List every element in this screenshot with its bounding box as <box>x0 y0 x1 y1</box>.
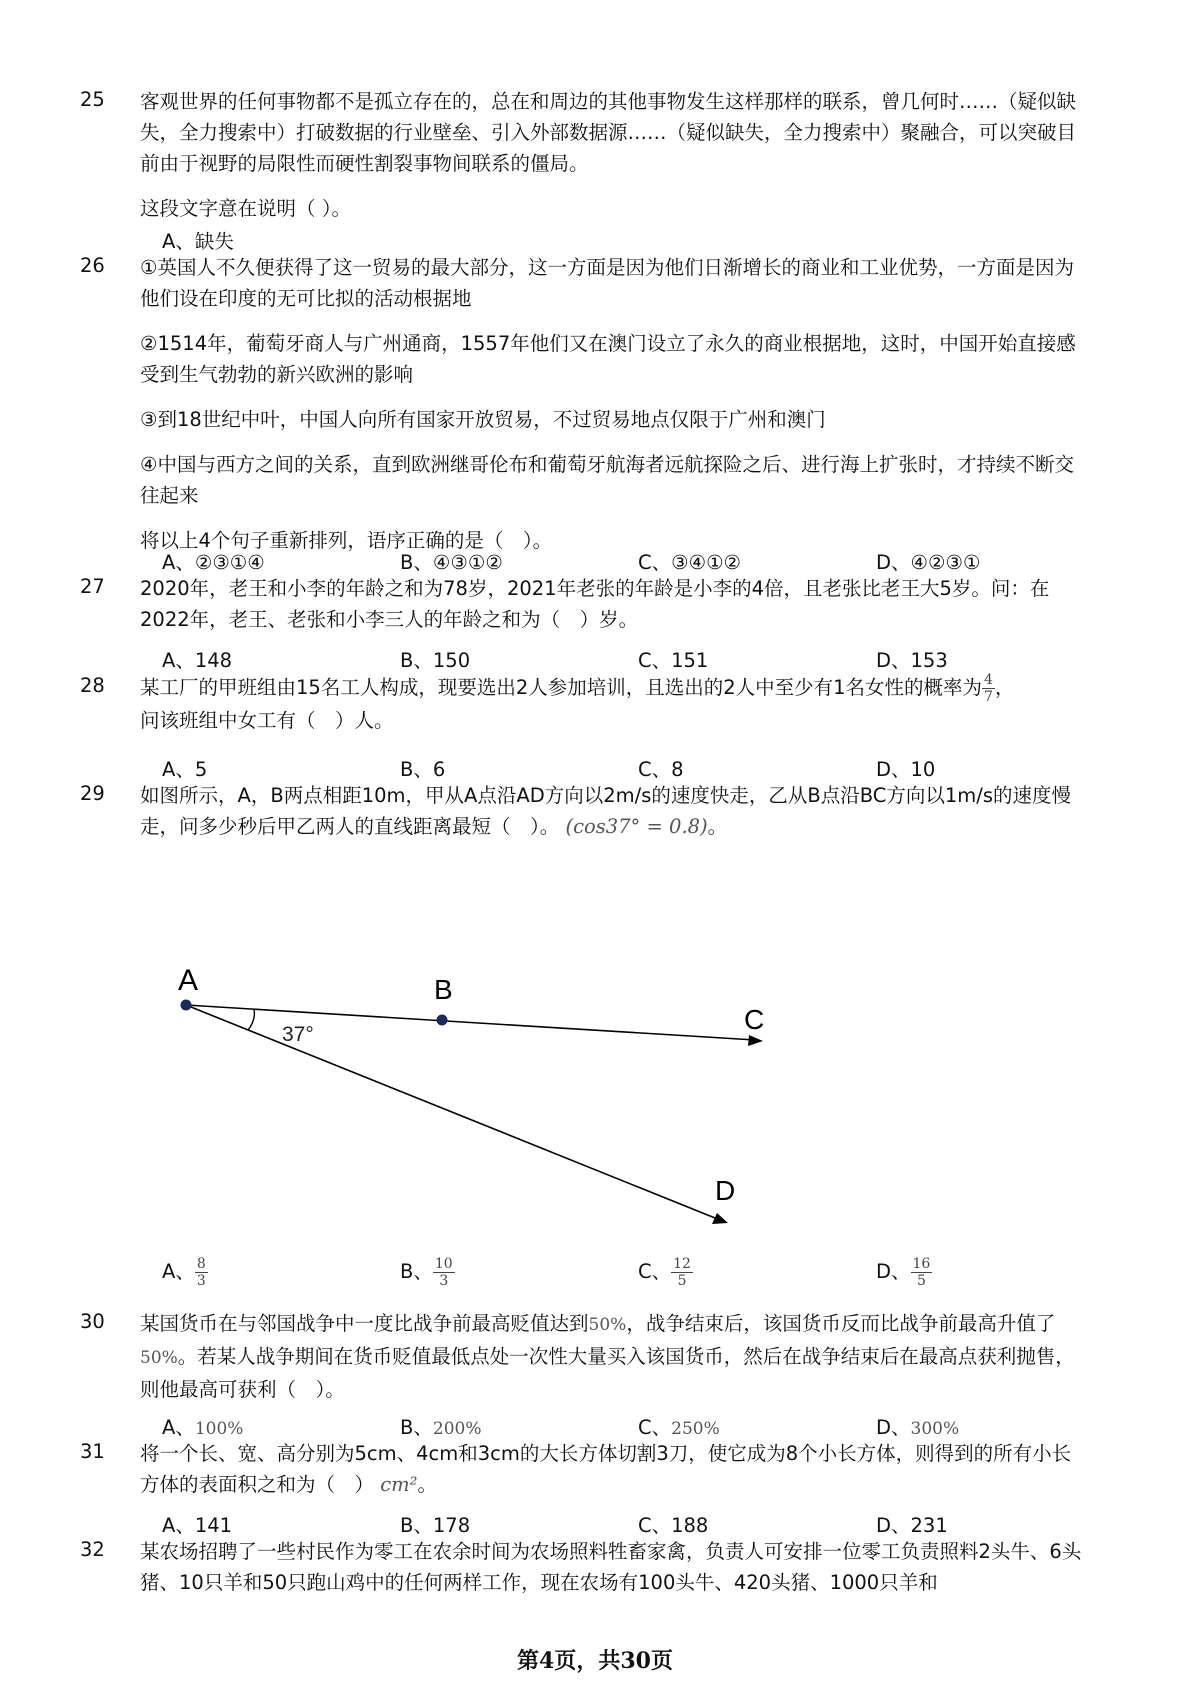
option-a[interactable]: A、5 <box>162 758 208 781</box>
option-label: B、 <box>400 1416 433 1439</box>
stem-text: 将一个长、宽、高分别为5cm、4cm和3cm的大长方体切割3刀，使它成为8个小长方体，则得到的所有小长方体的表面积之和为（ ） <box>140 1442 1072 1496</box>
angle-label: 37° <box>282 1023 314 1046</box>
option-b[interactable]: B、178 <box>400 1514 471 1537</box>
unit-expression: cm² <box>380 1473 418 1496</box>
question-stem: 这段文字意在说明（ ）。 <box>140 197 351 220</box>
option-c[interactable]: C、151 <box>638 649 709 672</box>
stem-text: ， <box>994 676 1015 699</box>
option-c[interactable] <box>638 1256 693 1289</box>
question-number: 32 <box>80 1538 105 1561</box>
question-stem <box>140 1438 1090 1500</box>
option-fraction <box>433 1256 455 1289</box>
sentence-3: ③到18世纪中叶，中国人向所有国家开放贸易，不过贸易地点仅限于广州和澳门 <box>140 408 826 431</box>
option-b[interactable]: B、6 <box>400 758 446 781</box>
page-footer: 第4页，共30页 <box>517 1648 673 1674</box>
option-b[interactable]: B、150 <box>400 649 471 672</box>
stem-text: 如图所示，A，B两点相距10m，甲从A点沿AD方向以2m/s的速度快走，乙从B点沿BC方向以1m/s的速度慢走，问多少秒后甲乙两人的直线距离最短（ ）。 <box>140 784 1072 838</box>
sentence-2: ②1514年，葡萄牙商人与广州通商，1557年他们又在澳门设立了永久的商业根据地，这时，中国开始直接感受到生气勃勃的新兴欧洲的影响 <box>140 332 1076 386</box>
question-number: 28 <box>80 674 105 697</box>
stem-text: 某工厂的甲班组由15名工人构成，现要选出2人参加培训，且选出的2人中至少有1名女性的概率为 <box>140 676 983 699</box>
option-label: B、 <box>400 1260 433 1283</box>
sentence-4: ④中国与西方之间的关系，直到欧洲继哥伦布和葡萄牙航海者远航探险之后、进行海上扩张时，才持续不断交往起来 <box>140 453 1074 507</box>
option-a[interactable]: A、缺失 <box>162 230 234 253</box>
fraction-numerator: 10 <box>434 1256 453 1272</box>
option-label: A、 <box>162 1260 195 1283</box>
stem-text: 。 <box>707 815 728 838</box>
option-c[interactable] <box>638 1412 720 1440</box>
fraction-numerator: 12 <box>673 1256 691 1272</box>
fraction-denominator: 5 <box>916 1273 926 1289</box>
question-number: 25 <box>80 88 105 111</box>
point-a <box>181 1000 192 1011</box>
fraction-denominator: 3 <box>439 1273 449 1289</box>
option-value: 250% <box>671 1419 720 1439</box>
stem-text: 问该班组中女工有（ ）人。 <box>140 709 394 732</box>
option-c[interactable]: C、188 <box>638 1514 709 1537</box>
option-a[interactable]: A、②③①④ <box>162 551 265 574</box>
option-b[interactable] <box>400 1256 455 1289</box>
option-value: 200% <box>432 1419 482 1439</box>
option-label: C、 <box>638 1416 672 1439</box>
fraction-numerator: 8 <box>196 1256 206 1272</box>
option-fraction <box>911 1256 933 1289</box>
label-b: B <box>434 974 453 1005</box>
fraction-numerator: 16 <box>912 1256 931 1272</box>
option-fraction <box>671 1256 693 1289</box>
option-value: 100% <box>194 1419 244 1439</box>
option-d[interactable]: D、④②③① <box>876 551 981 574</box>
point-b <box>437 1015 448 1026</box>
label-c: C <box>744 1004 765 1035</box>
question-stem <box>140 1308 1090 1405</box>
line-ad <box>186 1005 720 1220</box>
option-value: 300% <box>910 1419 960 1439</box>
stem-text: 。若某人战争期间在货币贬值最低点处一次性大量买入该国货币，然后在战争结束后在最高点获利抛售，则他最高可获利（ ）。 <box>140 1345 1075 1401</box>
percent-value: 50% <box>588 1315 627 1335</box>
option-a[interactable]: A、148 <box>162 649 233 672</box>
math-expression: (cos37° = 0.8) <box>565 815 708 838</box>
fraction-numerator: 4 <box>984 672 993 688</box>
label-a: A <box>178 964 199 997</box>
question-number: 26 <box>80 254 105 277</box>
option-label: C、 <box>638 1260 672 1283</box>
option-b[interactable]: B、④③①② <box>400 551 503 574</box>
stem-text: 。 <box>417 1473 437 1496</box>
question-stem: 某农场招聘了一些村民作为零工在农余时间为农场照料牲畜家禽，负责人可安排一位零工负责照料2头牛、6头猪、10只羊和50只跑山鸡中的任何两样工作，现在农场有100头牛、420头猪、1000只羊和 <box>140 1540 1082 1594</box>
stem-text: ，战争结束后，该国货币反而比战争前最高升值了 <box>626 1312 1056 1335</box>
line-ac <box>186 1005 755 1040</box>
option-d[interactable]: D、10 <box>876 758 936 781</box>
question-stem: 将以上4个句子重新排列，语序正确的是（ ）。 <box>140 529 553 552</box>
option-d[interactable]: D、153 <box>876 649 948 672</box>
stem-text: 某国货币在与邻国战争中一度比战争前最高贬值达到 <box>140 1312 589 1335</box>
option-label: D、 <box>876 1416 911 1439</box>
angle-arc <box>248 1009 254 1030</box>
question-number: 29 <box>80 782 105 805</box>
option-d[interactable] <box>876 1412 959 1440</box>
option-a[interactable]: A、141 <box>162 1514 233 1537</box>
option-label: D、 <box>876 1260 911 1283</box>
sentence-1: ①英国人不久便获得了这一贸易的最大部分，这一方面是因为他们日渐增长的商业和工业优势，一方面是因为他们设在印度的无可比拟的活动根据地 <box>140 256 1074 310</box>
option-fraction <box>195 1256 208 1289</box>
option-a[interactable] <box>162 1256 208 1289</box>
question-stem: 2020年，老王和小李的年龄之和为78岁，2021年老张的年龄是小李的4倍，且老张比老王大5岁。问：在2022年，老王、老张和小李三人的年龄之和为（ ）岁。 <box>140 577 1050 631</box>
option-d[interactable]: D、231 <box>876 1514 948 1537</box>
option-c[interactable]: C、8 <box>638 758 684 781</box>
option-c[interactable]: C、③④①② <box>638 551 742 574</box>
options-29 <box>0 1256 1190 1306</box>
option-label: A、 <box>162 1416 195 1439</box>
fraction-denominator: 7 <box>984 689 993 705</box>
option-d[interactable] <box>876 1256 932 1289</box>
question-passage: 客观世界的任何事物都不是孤立存在的，总在和周边的其他事物发生这样那样的联系，曾几何时……（疑似缺失，全力搜索中）打破数据的行业壁垒、引入外部数据源……（疑似缺失，全力搜索中）聚融合，可以突破目前由于视野的局限性而硬性割裂事物间联系的僵局。 <box>140 90 1077 175</box>
question-number: 30 <box>80 1310 105 1333</box>
percent-value: 50% <box>140 1348 178 1368</box>
option-b[interactable] <box>400 1412 482 1440</box>
option-a[interactable] <box>162 1412 243 1440</box>
question-number: 27 <box>80 575 105 598</box>
fraction-denominator: 3 <box>196 1273 206 1289</box>
label-d: D <box>715 1175 736 1206</box>
arrow-c-icon <box>748 1035 763 1046</box>
question-number: 31 <box>80 1440 105 1463</box>
fraction-denominator: 5 <box>677 1273 687 1289</box>
